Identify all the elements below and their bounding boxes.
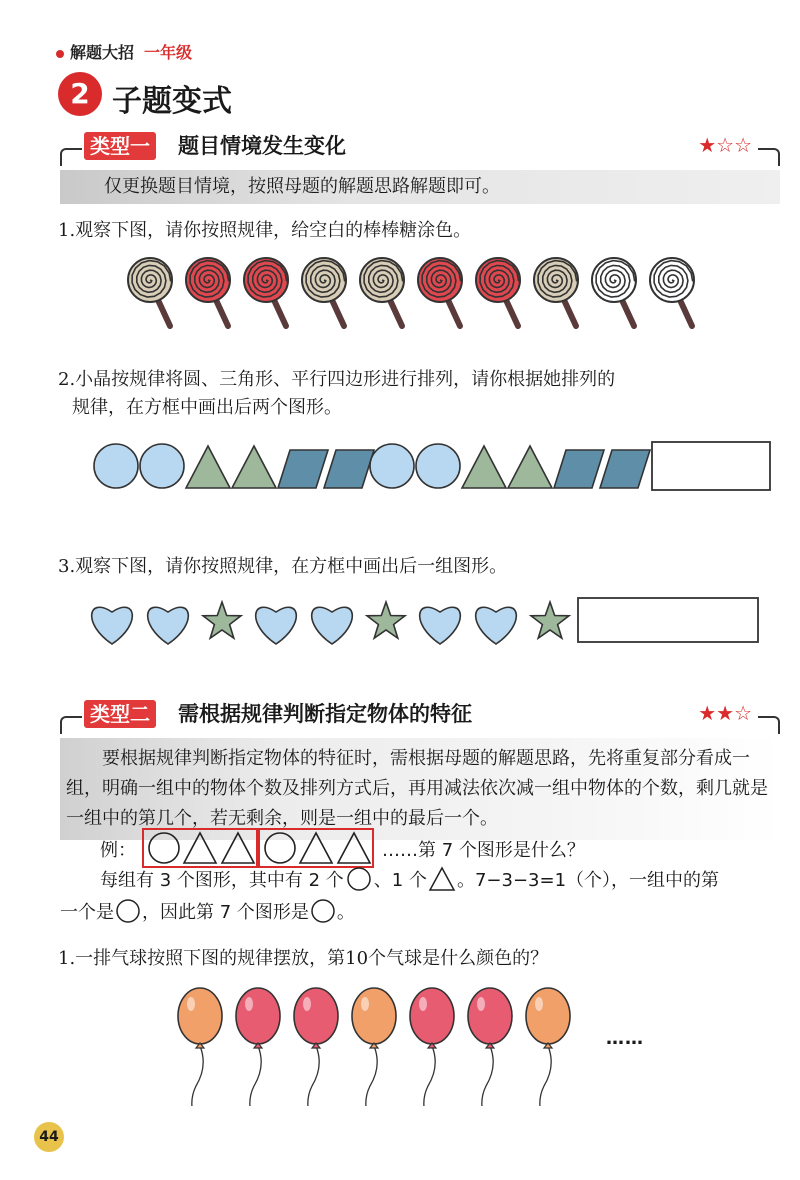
type2-title: 需根据规律判断指定物体的特征	[178, 702, 472, 726]
shape-circle	[370, 444, 414, 488]
example-line-3b: ，因此第 7 个图形是	[142, 902, 309, 923]
page-number: 44	[34, 1122, 64, 1152]
circle-icon	[114, 898, 142, 924]
lollipop-red	[186, 258, 230, 326]
example-circle-1	[149, 833, 179, 863]
example-triangle-3	[300, 833, 332, 863]
bracket-right	[758, 716, 780, 734]
lollipop-beige	[534, 258, 578, 326]
answer-box	[652, 442, 770, 490]
example-question: ……第 7 个图形是什么？	[382, 840, 585, 861]
balloon-red	[468, 988, 512, 1106]
triangle-icon	[427, 866, 457, 892]
grade-label: 一年级	[144, 43, 193, 62]
shape-parallelogram	[554, 450, 604, 488]
example-line-3	[60, 898, 780, 930]
balloon-ellipsis: ……	[606, 1028, 644, 1049]
shape-circle	[94, 444, 138, 488]
shape-triangle	[508, 446, 552, 488]
type1-question-2	[58, 366, 788, 422]
lollipop-blank	[592, 258, 636, 326]
circle-icon	[344, 866, 374, 892]
balloon-red	[410, 988, 454, 1106]
shape-pattern-row	[90, 438, 780, 496]
example-line-2b: 、1 个	[373, 870, 427, 891]
bracket-left	[60, 716, 82, 734]
shape-heart	[92, 607, 133, 644]
example-shape-groups	[142, 828, 374, 868]
example-line-2c: 。7−3−3=1（个），一组中的第	[456, 870, 720, 891]
answer-box	[578, 598, 758, 642]
example-circle-2	[265, 833, 295, 863]
shape-triangle	[232, 446, 276, 488]
example-line-2a: 每组有 3 个图形，其中有 2 个	[100, 870, 344, 891]
example-line-2	[60, 866, 780, 898]
section-number: 2	[58, 72, 102, 116]
type1-question-1: 1.观察下图，请你按照规律，给空白的棒棒糖涂色。	[58, 220, 472, 241]
lollipop-beige	[360, 258, 404, 326]
shape-parallelogram	[324, 450, 374, 488]
balloon-orange	[526, 988, 570, 1106]
type2-question-1: 1.一排气球按照下图的规律摆放，第10个气球是什么颜色的？	[58, 948, 549, 969]
lollipop-beige	[302, 258, 346, 326]
lollipop-red	[418, 258, 462, 326]
heart-star-pattern-row	[84, 594, 764, 648]
type1-chip: 类型一	[84, 132, 156, 160]
shape-heart	[312, 607, 353, 644]
shape-star	[203, 602, 241, 638]
shape-triangle	[186, 446, 230, 488]
shape-heart	[420, 607, 461, 644]
example-label: 例：	[100, 840, 136, 861]
type1-title: 题目情境发生变化	[178, 134, 346, 158]
brand-dot-icon	[56, 50, 64, 58]
shape-circle	[416, 444, 460, 488]
circle-icon	[309, 898, 337, 924]
example-triangle-4	[338, 833, 370, 863]
type2-stars: ★★☆	[698, 701, 752, 725]
section-title: 子题变式	[112, 84, 232, 119]
balloon-orange	[352, 988, 396, 1106]
example-triangle-1	[184, 833, 216, 863]
balloon-red	[294, 988, 338, 1106]
type1-hint: 仅更换题目情境，按照母题的解题思路解题即可。	[60, 170, 780, 204]
bracket-left	[60, 148, 82, 166]
shape-heart	[148, 607, 189, 644]
lollipop-beige	[128, 258, 172, 326]
example-triangle-2	[222, 833, 254, 863]
shape-parallelogram	[278, 450, 328, 488]
example-line-1	[100, 828, 780, 868]
type2-chip: 类型二	[84, 700, 156, 728]
bracket-right	[758, 148, 780, 166]
type1-header	[60, 130, 780, 166]
header-brand	[56, 40, 192, 63]
type2-explanation	[60, 738, 780, 840]
shape-triangle	[462, 446, 506, 488]
example-line-3c: 。	[336, 902, 355, 923]
shape-heart	[256, 607, 297, 644]
question-2-line-1: 2.小晶按规律将圆、三角形、平行四边形进行排列，请你根据她排列的	[58, 369, 616, 390]
shape-heart	[476, 607, 517, 644]
lollipop-red	[476, 258, 520, 326]
example-line-3a: 一个是	[60, 902, 114, 923]
lollipop-row	[120, 252, 740, 332]
shape-star	[531, 602, 569, 638]
type2-explanation-text: 要根据规律判断指定物体的特征时，需根据母题的解题思路，先将重复部分看成一组，明确一组中的物体个数及排列方式后，再用减法依次减一组中物体的个数，剩几就是一组中的第几个，若无剩余，则是一组中的最后一个。	[66, 748, 768, 829]
type2-header	[60, 698, 780, 734]
question-2-line-2: 规律，在方框中画出后两个图形。	[72, 397, 342, 418]
balloon-red	[236, 988, 280, 1106]
shape-parallelogram	[600, 450, 650, 488]
lollipop-blank	[650, 258, 694, 326]
type1-stars: ★☆☆	[698, 133, 752, 157]
shape-star	[367, 602, 405, 638]
brand-name: 解题大招	[70, 43, 135, 62]
type1-question-3: 3.观察下图，请你按照规律，在方框中画出后一组图形。	[58, 556, 508, 577]
lollipop-red	[244, 258, 288, 326]
shape-circle	[140, 444, 184, 488]
balloon-orange	[178, 988, 222, 1106]
balloon-row	[170, 986, 660, 1106]
